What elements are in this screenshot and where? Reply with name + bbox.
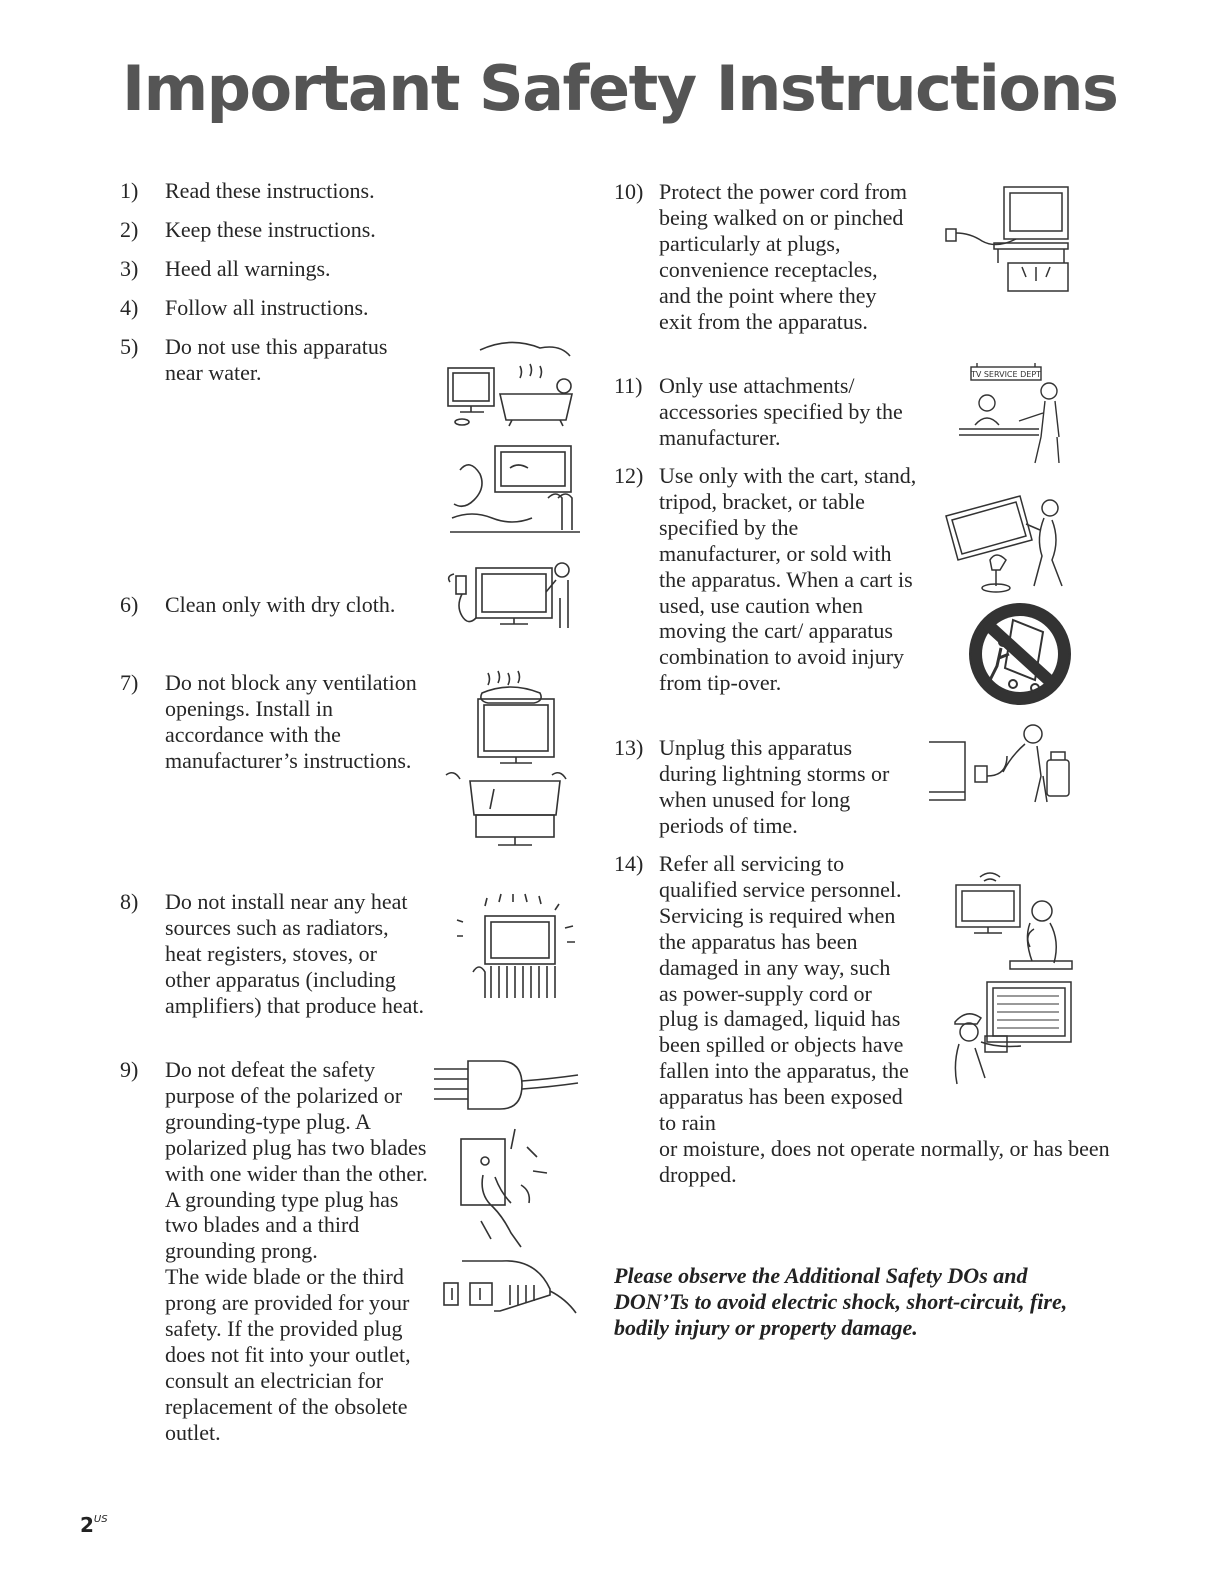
instruction-number: 4) — [120, 295, 139, 320]
instruction-11 — [614, 373, 904, 451]
power-cord-tv-icon — [940, 183, 1075, 298]
tv-near-bathtub-icon — [440, 338, 580, 433]
instruction-text: Do not use this apparatus near water. — [165, 334, 388, 385]
instruction-text: Keep these instructions. — [165, 217, 376, 242]
instruction-number: 6) — [120, 592, 139, 617]
tv-near-pool-icon — [450, 440, 580, 535]
instruction-number: 9) — [120, 1057, 139, 1082]
page-number — [80, 1513, 108, 1537]
instruction-7 — [120, 670, 420, 774]
instruction-text-continued: The wide blade or the third prong are provided for your safety. If the provided plug does not fit into your outlet, consult an electrician for replacement of the obsolete outlet. — [165, 1264, 411, 1445]
instruction-text: Do not defeat the safety purpose of the polarized or grounding-type plug. A polarized plug has two blades with one wider than the other. A grounding type plug has two blades and a third grounding prong. — [165, 1057, 428, 1264]
instruction-text: Heed all warnings. — [165, 256, 331, 281]
technician-icon — [945, 978, 1075, 1088]
polarized-plug-icon — [430, 1055, 580, 1115]
instruction-14 — [614, 851, 1110, 1188]
instruction-text: Unplug this apparatus during lightning storms or when unused for long periods of time. — [659, 735, 890, 838]
instruction-number: 7) — [120, 670, 139, 695]
safety-note: Please observe the Additional Safety DOs and DON’Ts to avoid electric shock, short-circuit, fire, bodily injury or property damage. — [614, 1263, 1068, 1340]
instruction-number: 8) — [120, 889, 139, 914]
unplug-tv-icon — [925, 720, 1075, 805]
instruction-8 — [120, 889, 425, 1019]
instruction-number: 14) — [614, 851, 644, 876]
instruction-text: Do not install near any heat sources such as radiators, heat registers, stoves, or other apparatus (including amplifiers) that produce heat. — [165, 889, 425, 1018]
call-service-icon — [950, 865, 1075, 975]
instruction-9 — [120, 1057, 430, 1446]
page-title: Important Safety Instructions — [122, 52, 1118, 125]
cart-tipover-icon — [940, 490, 1080, 600]
instruction-number: 11) — [614, 373, 643, 398]
instruction-number: 5) — [120, 334, 139, 359]
instruction-2 — [120, 217, 420, 243]
instruction-number: 3) — [120, 256, 139, 281]
instruction-text: Only use attachments/ accessories specified by the manufacturer. — [659, 373, 903, 450]
instruction-number: 1) — [120, 178, 139, 203]
instruction-number: 13) — [614, 735, 644, 760]
instruction-text: Use only with the cart, stand, tripod, bracket, or table specified by the manufacturer, or sold with the apparatus. When a cart is used, use caution when moving the cart/ apparatus combination to avoid injury from tip-over. — [659, 463, 917, 696]
instruction-text: Read these instructions. — [165, 178, 375, 203]
service-sign-text: TV SERVICE DEPT — [970, 370, 1042, 379]
instruction-text-continued: or moisture, does not operate normally, or has been dropped. — [659, 1135, 1110, 1187]
instruction-text: Refer all servicing to qualified service personnel. Servicing is required when the apparatus has been damaged in any way, such as power-supply cord or plug is damaged, liquid has been spilled or objects have fallen into the apparatus, the apparatus has been exposed to rain — [659, 851, 909, 1136]
covered-tv-icon — [440, 665, 570, 860]
grounding-plug-icon — [455, 1125, 565, 1250]
instruction-4 — [120, 295, 420, 321]
page-number-value: 2 — [80, 1513, 94, 1537]
instruction-number: 12) — [614, 463, 644, 488]
instruction-text: Do not block any ventilation openings. Install in accordance with the manufacturer’s instructions. — [165, 670, 417, 773]
power-cord-icon — [440, 1255, 580, 1320]
instruction-12 — [614, 463, 919, 696]
instruction-text: Clean only with dry cloth. — [165, 592, 396, 617]
service-dept-icon — [955, 363, 1070, 468]
instruction-13 — [614, 735, 914, 839]
instruction-text: Protect the power cord from being walked on or pinched particularly at plugs, convenience receptacles, and the point where they exit from the apparatus. — [659, 179, 908, 334]
instruction-5 — [120, 334, 420, 386]
instruction-6 — [120, 592, 430, 618]
instruction-number: 10) — [614, 179, 644, 204]
no-cart-tipover-icon — [965, 602, 1075, 707]
tv-near-radiator-icon — [455, 892, 580, 1002]
cleaning-tv-icon — [442, 560, 582, 635]
instruction-text: Follow all instructions. — [165, 295, 369, 320]
instruction-10 — [614, 179, 914, 334]
instruction-3 — [120, 256, 420, 282]
instruction-1 — [120, 178, 420, 204]
page-number-suffix: US — [93, 1514, 108, 1525]
instruction-number: 2) — [120, 217, 139, 242]
